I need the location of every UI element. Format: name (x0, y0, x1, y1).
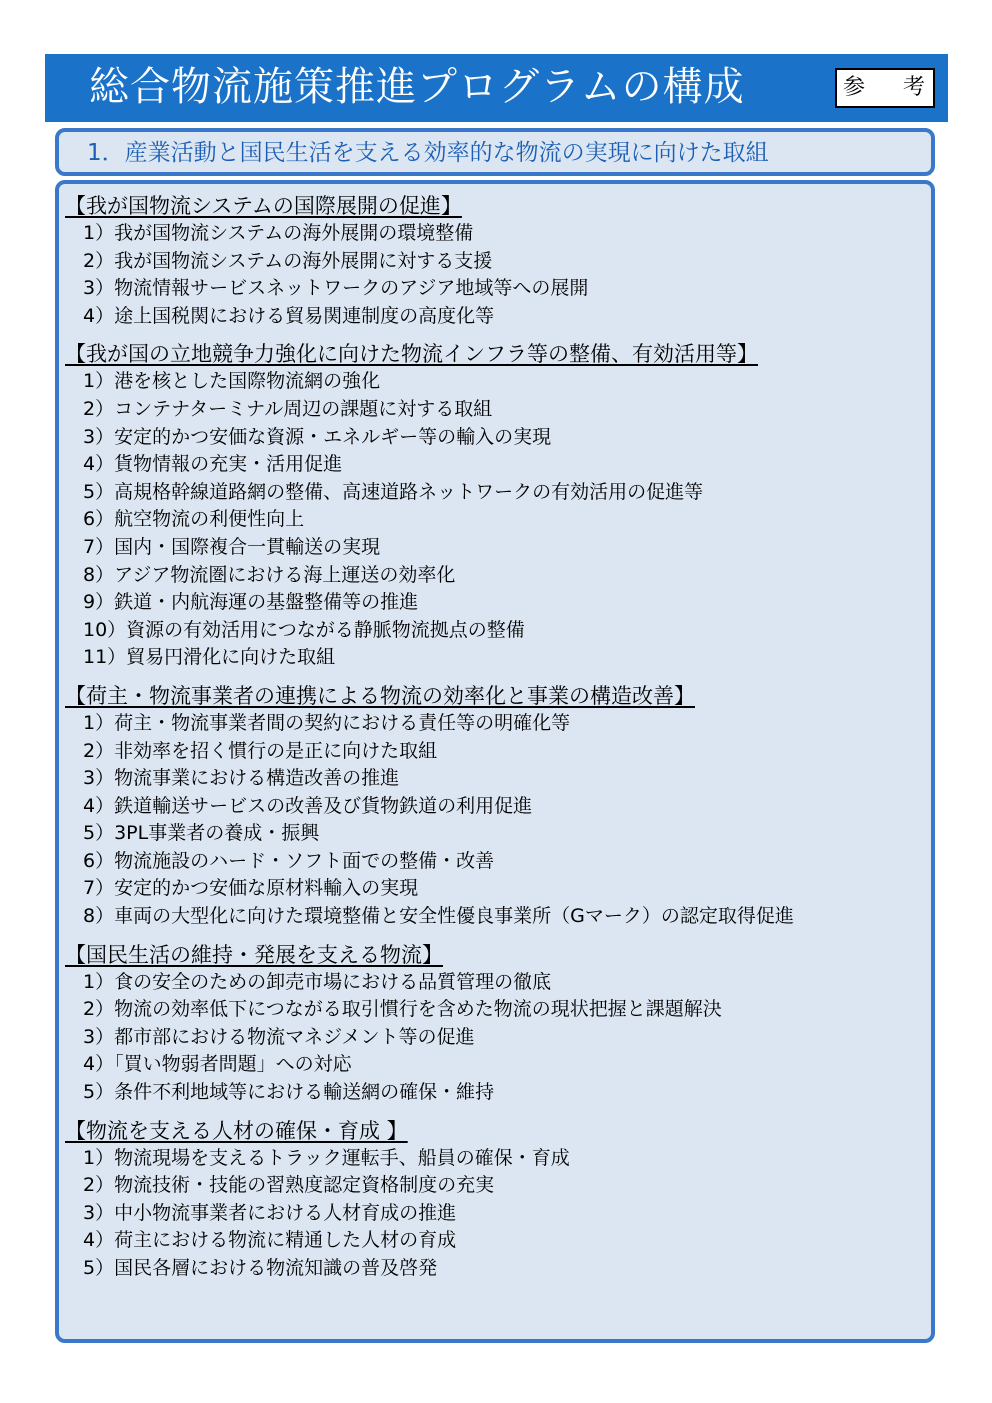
content-panel (55, 180, 935, 1343)
list-item: 3）物流事業における構造改善の推進 (83, 767, 400, 790)
list-item: 1）物流現場を支えるトラック運転手、船員の確保・育成 (83, 1146, 570, 1169)
section (65, 340, 927, 672)
list-item: 4）貨物情報の充実・活用促進 (83, 453, 343, 476)
list-item: 4）鉄道輸送サービスの改善及び貨物鉄道の利用促進 (83, 794, 533, 817)
list-item: 5）3PL事業者の養成・振興 (83, 822, 320, 845)
list-item: 5）国民各層における物流知識の普及啓発 (83, 1257, 438, 1279)
title-bar (45, 54, 948, 122)
list-item: 11）貿易円滑化に向けた取組 (83, 646, 336, 669)
list-item: 3）中小物流事業者における人材育成の推進 (83, 1201, 457, 1224)
list-item: 2）物流の効率低下につながる取引慣行を含めた物流の現状把握と課題解決 (83, 998, 722, 1021)
list-item: 8）車両の大型化に向けた環境整備と安全性優良事業所（Gマーク）の認定取得促進 (83, 905, 794, 928)
section (65, 941, 927, 1107)
subtitle: 1．産業活動と国民生活を支える効率的な物流の実現に向けた取組 (87, 140, 769, 166)
list-item: 7）安定的かつ安価な原材料輸入の実現 (83, 877, 419, 900)
section (65, 682, 927, 931)
list-item: 8）アジア物流圏における海上運送の効率化 (83, 563, 456, 586)
section-header: 【我が国の立地競争力強化に向けた物流インフラ等の整備、有効活用等】 (65, 342, 758, 367)
list-item: 3）物流情報サービスネットワークのアジア地域等への展開 (83, 277, 589, 300)
section (65, 1117, 927, 1283)
list-item: 2）非効率を招く慣行の是正に向けた取組 (83, 739, 438, 762)
list-item: 5）条件不利地域等における輸送網の確保・維持 (83, 1081, 495, 1104)
list-item: 2）我が国物流システムの海外展開に対する支援 (83, 249, 493, 272)
section-list (65, 192, 927, 1293)
list-item: 1）荷主・物流事業者間の契約における責任等の明確化等 (83, 711, 571, 734)
list-item: 10）資源の有効活用につながる静脈物流拠点の整備 (83, 618, 525, 641)
list-item: 4）「買い物弱者問題」への対応 (83, 1053, 352, 1076)
section-header: 【荷主・物流事業者の連携による物流の効率化と事業の構造改善】 (65, 683, 695, 708)
list-item: 5）高規格幹線道路網の整備、高速道路ネットワークの有効活用の促進等 (83, 480, 704, 503)
list-item: 6）物流施設のハード・ソフト面での整備・改善 (83, 849, 495, 872)
list-item: 1）食の安全のための卸売市場における品質管理の徹底 (83, 970, 552, 993)
list-item: 4）途上国税関における貿易関連制度の高度化等 (83, 304, 495, 327)
list-item: 4）荷主における物流に精通した人材の育成 (83, 1229, 457, 1252)
list-item: 6）航空物流の利便性向上 (83, 508, 305, 531)
list-item: 9）鉄道・内航海運の基盤整備等の推進 (83, 591, 419, 614)
page-title: 総合物流施策推進プログラムの構成 (89, 64, 745, 110)
section-header: 【国民生活の維持・発展を支える物流】 (65, 942, 443, 967)
reference-badge: 参 考 (835, 68, 935, 108)
list-item: 2）物流技術・技能の習熟度認定資格制度の充実 (83, 1174, 495, 1197)
list-item: 1）我が国物流システムの海外展開の環境整備 (83, 222, 474, 244)
section-header: 【我が国物流システムの国際展開の促進】 (65, 194, 462, 218)
subtitle-panel (55, 128, 935, 176)
list-item: 3）都市部における物流マネジメント等の促進 (83, 1025, 475, 1048)
list-item: 3）安定的かつ安価な資源・エネルギー等の輸入の実現 (83, 425, 552, 448)
list-item: 2）コンテナターミナル周辺の課題に対する取組 (83, 397, 493, 420)
section-header: 【物流を支える人材の確保・育成 】 (65, 1118, 408, 1143)
section (65, 192, 927, 330)
list-item: 7）国内・国際複合一貫輸送の実現 (83, 535, 381, 558)
list-item: 1）港を核とした国際物流網の強化 (83, 370, 381, 393)
